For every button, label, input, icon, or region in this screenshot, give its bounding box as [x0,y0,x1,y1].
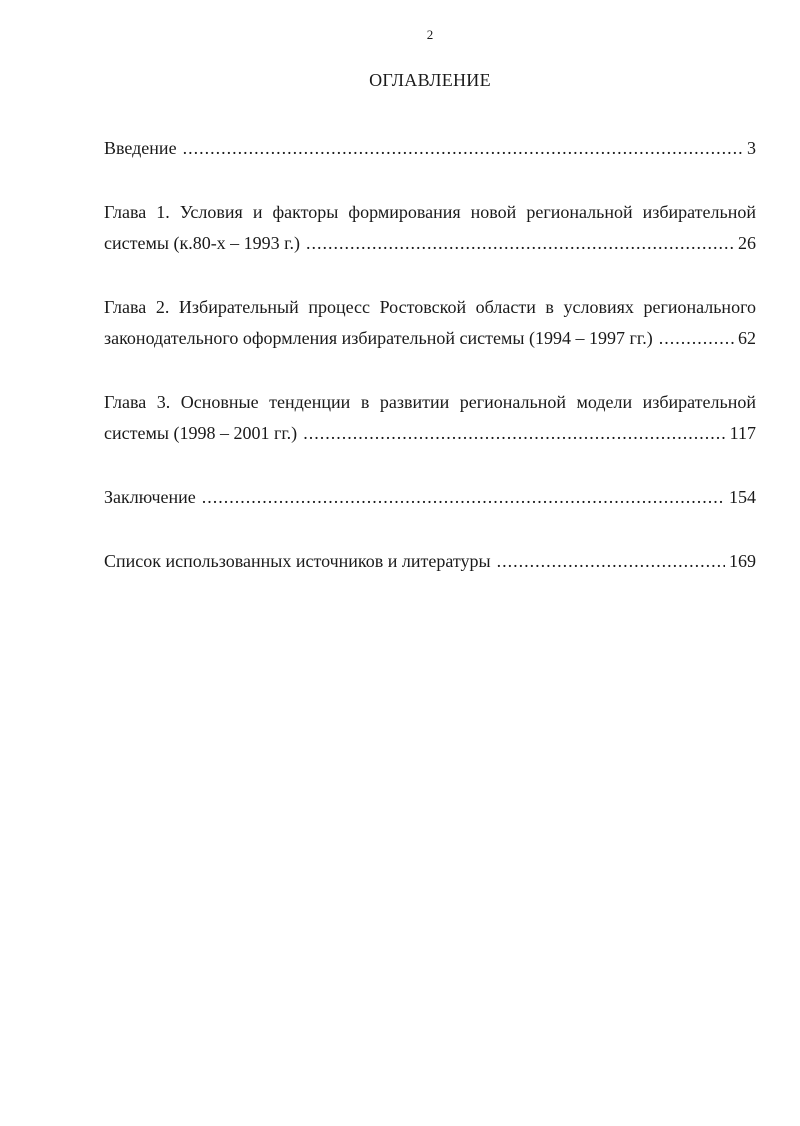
toc-entry-title: Глава 1. Условия и факторы формирования новой региональной избирательной [104,202,756,222]
table-of-contents [104,133,756,577]
toc-entry-line [104,323,756,354]
toc-entry-line [104,546,756,577]
dot-leader [659,323,734,354]
toc-entry-title: Глава 3. Основные тенденции в развитии региональной модели избирательной [104,392,756,412]
dot-leader [202,482,725,513]
toc-page-number: 62 [738,328,756,348]
toc-entry-chapter-3[interactable] [104,387,756,449]
toc-entry-title: Глава 2. Избирательный процесс Ростовской области в условиях регионального [104,297,756,317]
toc-page-number: 154 [729,487,756,507]
toc-entry-conclusion[interactable] [104,482,756,513]
toc-entry-line [104,228,756,259]
toc-entry-chapter-1[interactable] [104,197,756,259]
toc-entry-chapter-2[interactable] [104,292,756,354]
toc-entry-title: Введение [104,138,177,158]
dot-leader [183,133,743,164]
toc-page-number: 169 [729,551,756,571]
toc-entry-title-continued: системы (к.80-х – 1993 г.) [104,233,301,253]
toc-entry-title: Список использованных источников и литературы [104,551,491,571]
toc-entry-line [104,133,756,164]
toc-page-number: 117 [729,423,756,443]
toc-page-number: 3 [747,138,756,158]
toc-entry-title-continued: системы (1998 – 2001 гг.) [104,423,298,443]
toc-entry-line [104,482,756,513]
page-title: ОГЛАВЛЕНИЕ [369,70,491,90]
toc-entry-introduction[interactable] [104,133,756,164]
dot-leader [303,418,725,449]
dot-leader [306,228,734,259]
dot-leader [497,546,725,577]
toc-entry-bibliography[interactable] [104,546,756,577]
page-number: 2 [426,27,434,42]
toc-entry-line [104,418,756,449]
toc-entry-title-continued: законодательного оформления избирательной системы (1994 – 1997 гг.) [104,328,653,348]
toc-entry-title: Заключение [104,487,196,507]
toc-page-number: 26 [738,233,756,253]
